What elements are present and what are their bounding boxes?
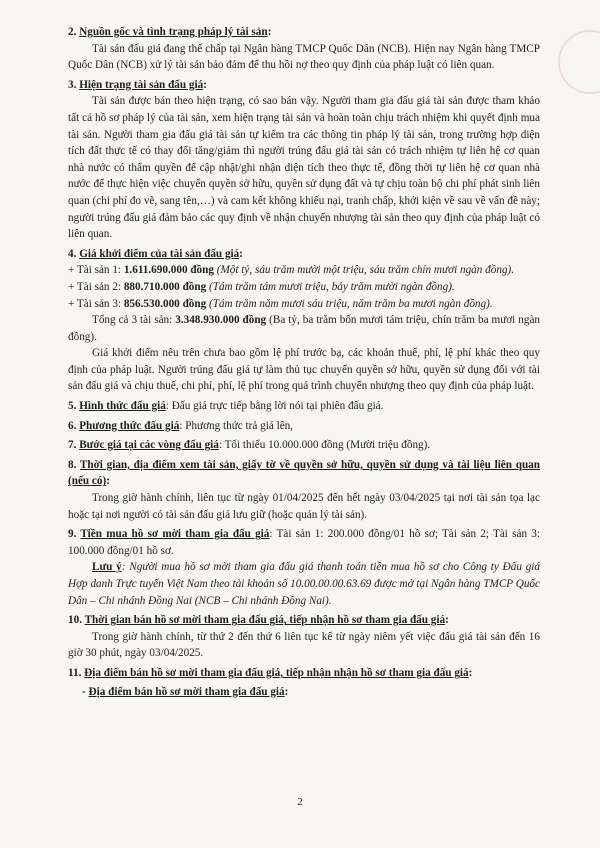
price-item-1: + Tài sản 1: 1.611.690.000 đồng (Một tỷ, sáu trăm mười một triệu, sáu trăm chín mươi ngàn đồng).: [68, 264, 515, 277]
section-5-line: 5. Hình thức đấu giá: Đấu giá trực tiếp bằng lời nói tại phiên đấu giá.: [68, 400, 384, 413]
section-10-body: Trong giờ hành chính, từ thứ 2 đến thứ 6 liên tục kể từ ngày niêm yết việc đấu giá tài sản đến 16 giờ 30 phút, ngày 03/04/2025.: [68, 630, 540, 660]
section-11-subheading: - Địa điểm bán hồ sơ mời tham gia đấu giá:: [82, 685, 289, 698]
section-8-body: Trong giờ hành chính, liên tục từ ngày 01/04/2025 đến hết ngày 03/04/2025 tại nơi tài sản tọa lạc hoặc tại nơi người có tài sản đấu giá lưu giữ (hoặc quản lý tài sản).: [68, 492, 540, 521]
price-item-3: + Tài sản 3: 856.530.000 đồng (Tám trăm năm mươi sáu triệu, năm trăm ba mươi ngàn đồng).: [68, 297, 493, 310]
section-3-heading: 3. Hiện trạng tài sản đấu giá:: [68, 78, 207, 91]
price-note: Giá khởi điểm nêu trên chưa bao gồm lệ phí trước bạ, các khoản thuế, phí, lệ phí khác theo quy định của pháp luật. Người trúng đấu giá tự làm thủ tục chuyển quyền sở hữu, quyền sử dụng đối với tài sản đấu giá và chịu thuế, chi phí, phí, lệ phí trong quá trình chuyển nhượng theo quy định của pháp luật.: [68, 347, 540, 393]
section-11-heading: 11. Địa điểm bán hồ sơ mời tham gia đấu giá, tiếp nhận nhận hồ sơ tham gia đấu giá:: [68, 666, 473, 679]
section-9-note: Lưu ý: Người mua hồ sơ mời tham gia đấu giá thanh toán tiền mua hồ sơ cho Công ty Đấu giá Hợp danh Trực tuyến Việt Nam theo tài khoản số 10.00.00.00.63.69 được mở tại Ngân hàng TMCP Quốc Dân – Chi nhánh Đồng Nai (NCB – Chi nhánh Đồng Nai).: [68, 561, 540, 607]
section-2-body: Tài sản đấu giá đang thế chấp tại Ngân hàng TMCP Quốc Dân (NCB). Hiện nay Ngân hàng TMCP Quốc Dân (NCB) xử lý tài sản bảo đảm để thu hồi nợ theo quy định của pháp luật có liên quan.: [68, 42, 540, 72]
section-10-heading: 10. Thời gian bán hồ sơ mời tham gia đấu giá, tiếp nhận hồ sơ tham gia đấu giá:: [68, 614, 449, 627]
price-total: Tổng cả 3 tài sản: 3.348.930.000 đồng (Ba tỷ, ba trăm bốn mươi tám triệu, chín trăm ba mươi ngàn đồng).: [68, 314, 541, 343]
price-item-2: + Tài sản 2: 880.710.000 đồng (Tám trăm tám mươi triệu, bảy trăm mười ngàn đồng).: [68, 280, 455, 293]
section-2-heading: 2. Nguồn gốc và tình trạng pháp lý tài sản:: [68, 26, 272, 38]
section-8-heading: 8. Thời gian, địa điểm xem tài sản, giấy tờ về quyền sở hữu, quyền sử dụng và tài liệu liên quan (nếu có):: [68, 458, 540, 488]
red-stamp-mark: [558, 30, 600, 94]
page-number: 2: [297, 796, 303, 808]
section-6-line: 6. Phương thức đấu giá: Phương thức trả giá lên,: [68, 419, 294, 432]
section-3-body: Tài sản được bán theo hiện trạng, có sao bán vậy. Người tham gia đấu giá tài sản được tham khảo tất cả hồ sơ pháp lý của tài sản, xem hiện trạng tài sản và hoàn toàn chịu trách nhiệm khi quyết định mua tài sản. Người tham gia đấu giá tài sản tự kiểm tra các thông tin pháp lý tài sản, trong trường hợp diện tích đất thực tế có thay đổi tăng/giảm thì người trúng đấu giá tài sản có trách nhiệm tự liên hệ cơ quan nhà nước có thẩm quyền để cập nhật/ghi nhận diện tích theo thực tế, đồng thời tự liên hệ cơ quan nhà nước để thực hiện việc chuyển quyền sở hữu, quyền sử dụng đất và tự chịu toàn bộ chi phí phát sinh liên quan (chi phí đo vẽ, sang tên,…) và cam kết không khiếu nại, tranh chấp, khởi kiện về sau về vấn đề này; người trúng đấu giá đảm bảo các quy định về nhận chuyển nhượng tài sản theo quy định của pháp luật có liên quan.: [68, 95, 540, 241]
section-4-heading: 4. Giá khởi điểm của tài sản đấu giá:: [68, 247, 243, 260]
document-body: [68, 24, 540, 700]
section-9-line: 9. Tiền mua hồ sơ mời tham gia đấu giá: Tài sản 1: 200.000 đồng/01 hồ sơ; Tài sản 2; Tài sản 3: 100.000 đồng/01 hồ sơ.: [68, 528, 540, 557]
section-7-line: 7. Bước giá tại các vòng đấu giá: Tối thiểu 10.000.000 đồng (Mười triệu đồng).: [68, 439, 431, 452]
